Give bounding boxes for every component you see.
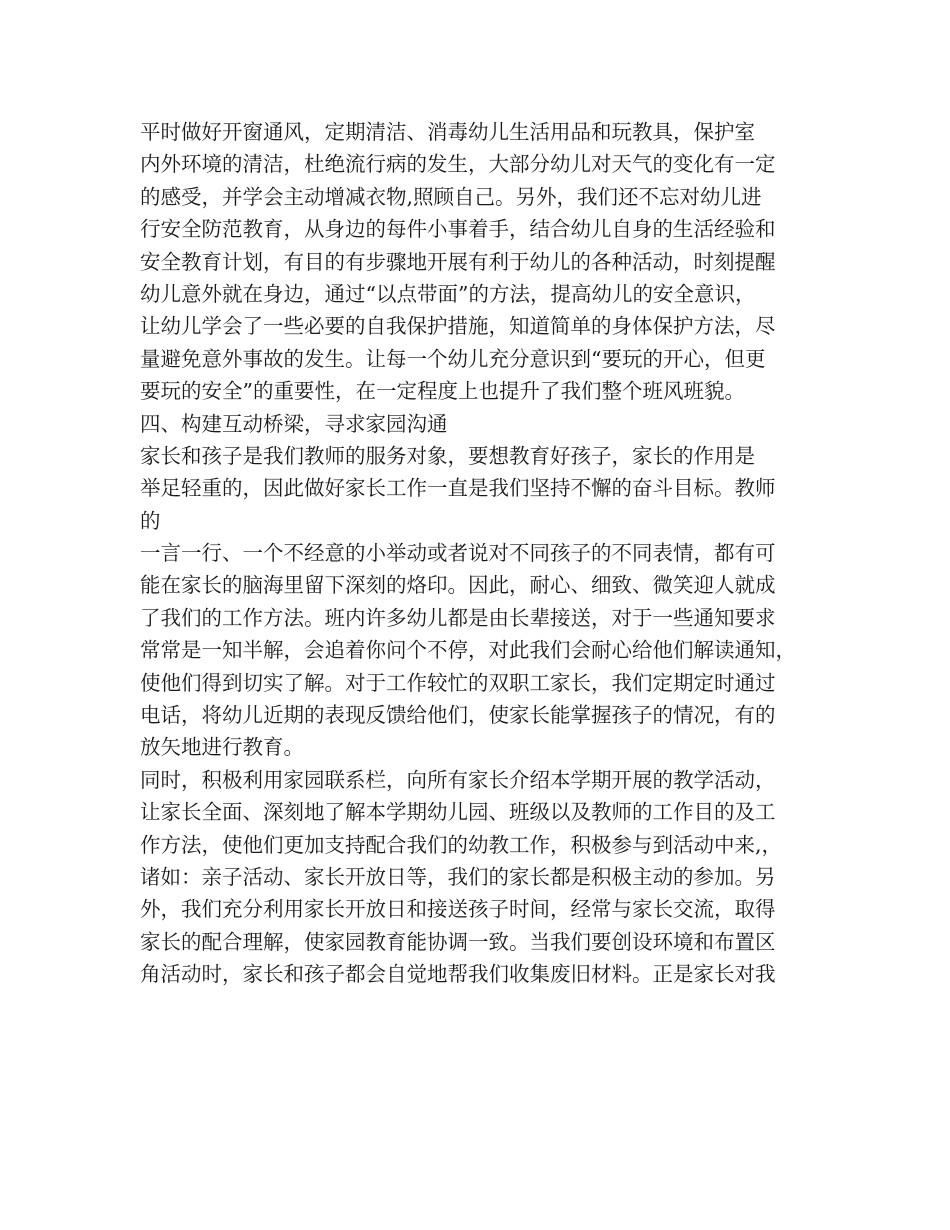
text-line: 要玩的安全”的重要性，在一定程度上也提升了我们整个班风班貌。 [140,379,745,404]
text-line: 量避免意外事故的发生。让每一个幼儿充分意识到“要玩的开心，但更 [140,346,766,371]
text-line: 家长的配合理解，使家园教育能协调一致。当我们要创设环境和布置区 [140,929,776,954]
text-line: 让幼儿学会了一些必要的自我保护措施，知道简单的身体保护方法，尽 [140,314,776,339]
body-text [140,116,830,991]
text-line: 作方法，使他们更加支持配合我们的幼教工作，积极参与到活动中来,， [140,832,783,857]
text-line: 同时，积极利用家园联系栏，向所有家长介绍本学期开展的教学活动， [140,767,776,792]
text-line: 举足轻重的，因此做好家长工作一直是我们坚持不懈的奋斗目标。教师 [140,476,776,501]
section-heading: 四、构建互动桥梁，寻求家园沟通 [140,411,448,436]
text-line: 幼儿意外就在身边，通过“以点带面”的方法，提高幼儿的安全意识， [140,281,756,306]
text-line: 家长和孩子是我们教师的服务对象，要想教育好孩子，家长的作用是 [140,443,755,468]
text-line: 能在家长的脑海里留下深刻的烙印。因此，耐心、细致、微笑迎人就成 [140,573,776,598]
text-line: 的感受，并学会主动增减衣物,照顾自己。另外，我们还不忘对幼儿进 [140,184,762,209]
text-line: 了我们的工作方法。班内许多幼儿都是由长辈接送，对于一些通知要求 [140,605,776,630]
text-line: 平时做好开窗通风，定期清洁、消毒幼儿生活用品和玩教具，保护室 [140,120,755,144]
text-line: 放矢地进行教育。 [140,735,304,760]
text-line: 外，我们充分利用家长开放日和接送孩子时间，经常与家长交流，取得 [140,897,776,922]
text-line: 让家长全面、深刻地了解本学期幼儿园、班级以及教师的工作目的及工 [140,800,776,825]
text-line: 诸如：亲子活动、家长开放日等，我们的家长都是积极主动的参加。另 [140,864,776,889]
text-line: 一言一行、一个不经意的小举动或者说对不同孩子的不同表情，都有可 [140,541,776,566]
text-line: 常常是一知半解，会追着你问个不停，对此我们会耐心给他们解读通知， [140,638,796,663]
text-line: 角活动时，家长和孩子都会自觉地帮我们收集废旧材料。正是家长对我 [140,962,776,987]
text-line: 电话，将幼儿近期的表现反馈给他们，使家长能掌握孩子的情况，有的 [140,703,776,728]
text-line: 内外环境的清洁，杜绝流行病的发生，大部分幼儿对天气的变化有一定 [140,152,776,177]
text-line: 安全教育计划，有目的有步骤地开展有利于幼儿的各种活动，时刻提醒 [140,249,776,274]
text-line: 的 [140,508,161,533]
text-line: 行安全防范教育，从身边的每件小事着手，结合幼儿自身的生活经验和 [140,217,776,242]
text-line: 使他们得到切实了解。对于工作较忙的双职工家长，我们定期定时通过 [140,670,776,695]
